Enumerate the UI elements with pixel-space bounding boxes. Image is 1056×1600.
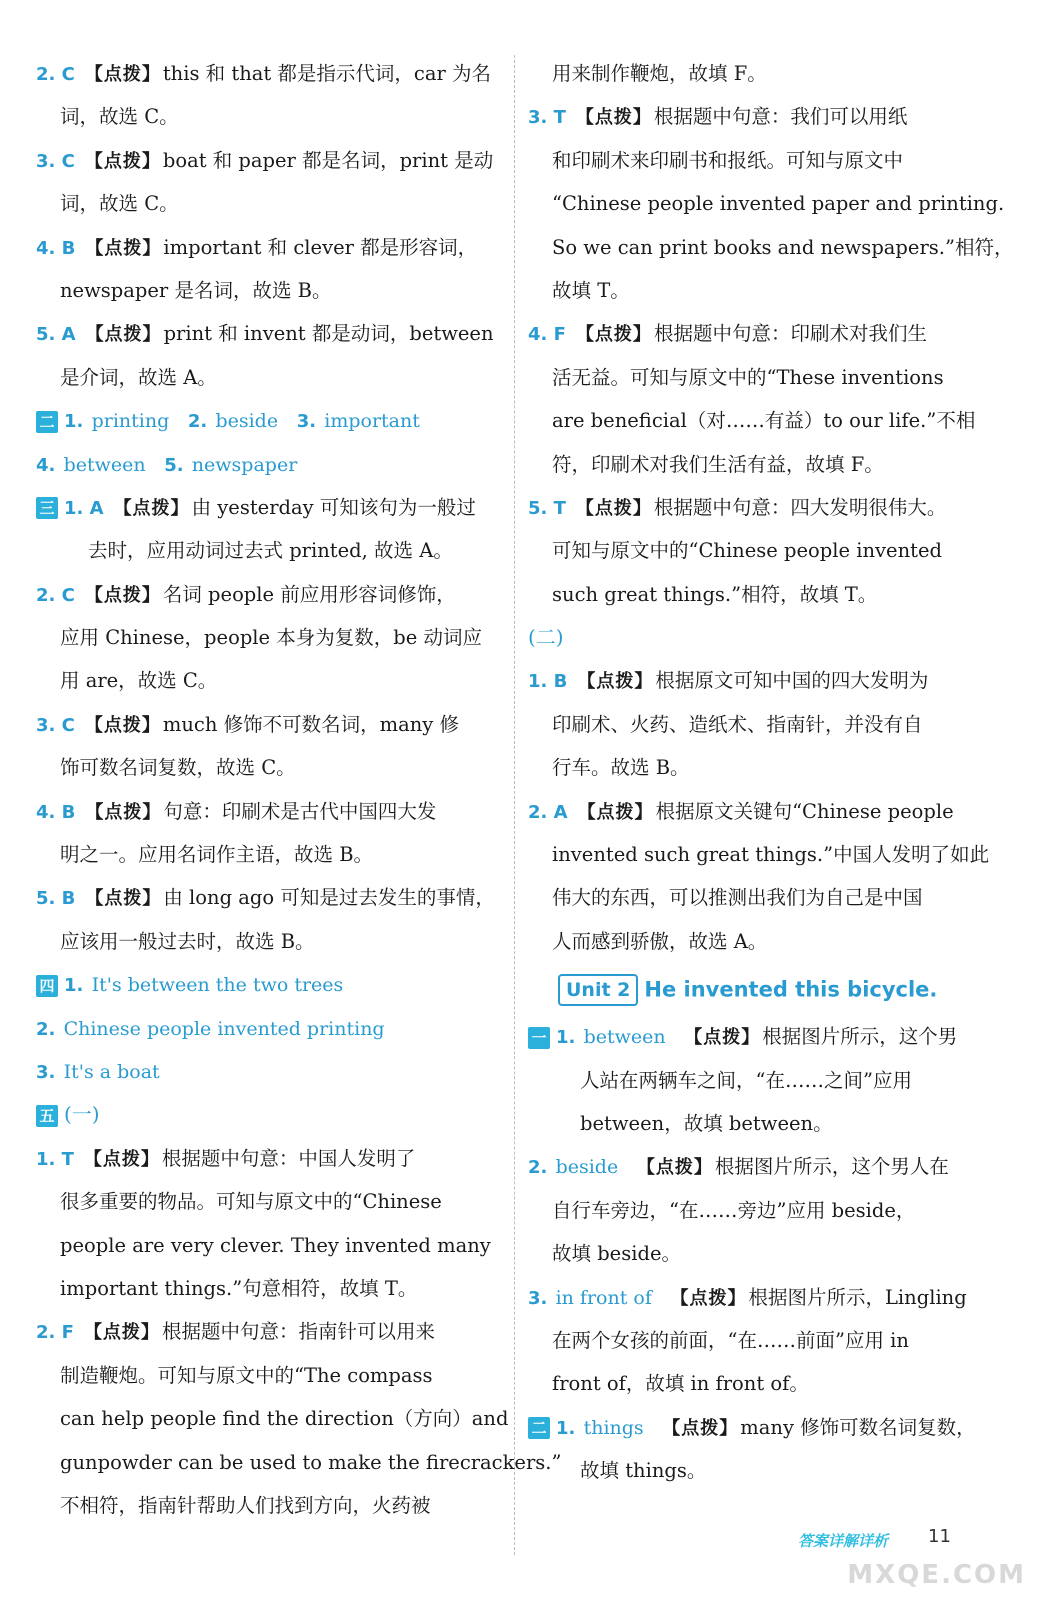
answer-line: 3. in front of 【点拨】 根据图片所示，Lingling	[528, 1285, 967, 1309]
answer-line: 是介词，故选 A。	[60, 365, 217, 389]
answer-line: 应该用一般过去时，故选 B。	[60, 929, 315, 953]
answer-line: 印刷术、火药、造纸术、指南针，并没有自	[552, 712, 923, 736]
unit-heading	[528, 963, 998, 1015]
answer-line: 人而感到骄傲，故选 A。	[552, 929, 768, 953]
right-column	[528, 52, 1014, 1493]
section-number-icon: 三	[36, 497, 58, 519]
answer-line: gunpowder can be used to make the firecrackers.”	[60, 1450, 562, 1474]
left-column	[36, 52, 562, 1527]
answer-line: invented such great things.”中国人发明了如此	[552, 843, 990, 867]
answer-line: 很多重要的物品。可知与原文中的“Chinese	[60, 1190, 442, 1214]
answer-line: 2. F 【点拨】 根据题中句意：指南针可以用来	[36, 1320, 435, 1344]
answer-line: people are very clever. They invented many	[60, 1233, 491, 1257]
answer-line: 制造鞭炮。可知与原文中的“The compass	[60, 1363, 433, 1387]
answer-line: 行车。故选 B。	[552, 756, 690, 780]
section-number-icon: 四	[36, 975, 58, 997]
answer-line: 故填 beside。	[552, 1242, 681, 1266]
section-2-answers: 4. between 5. newspaper	[36, 453, 298, 476]
answer-line: 人站在两辆车之间，“在……之间”应用	[580, 1068, 912, 1092]
answer-line: 二 1. things 【点拨】 many 修饰可数名词复数，	[528, 1406, 998, 1449]
answer-line: important things.”句意相符，故填 T。	[60, 1276, 418, 1300]
answer-line: 3. T 【点拨】 根据题中句意：我们可以用纸	[528, 105, 908, 129]
answer-line: 去时，应用动词过去式 printed, 故选 A。	[88, 539, 453, 563]
answer-line: 应用 Chinese，people 本身为复数，be 动词应	[60, 626, 483, 650]
answer-line: 2. C 【点拨】 this 和 that 都是指示代词，car 为名	[36, 62, 492, 85]
answer-line: 活无益。可知与原文中的“These inventions	[552, 365, 944, 389]
answer-line: 三 1. A 【点拨】 由 yesterday 可知该句为一般过	[36, 486, 506, 529]
answer-line: between，故填 between。	[580, 1111, 833, 1135]
answer-line: 用 are，故选 C。	[60, 669, 218, 693]
answer-line: 2. A 【点拨】 根据原文关键句“Chinese people	[528, 799, 954, 823]
section-2-answers: 二 1. printing 2. beside 3. important	[36, 399, 506, 442]
answer-line: 3. C 【点拨】 boat 和 paper 都是名词，print 是动	[36, 148, 494, 172]
section-4-answer: 四 1. It's between the two trees	[36, 963, 506, 1006]
answer-line: 不相符，指南针帮助人们找到方向，火药被	[60, 1493, 431, 1517]
answer-line: 明之一。应用名词作主语，故选 B。	[60, 843, 374, 867]
section-4-answer: 2. Chinese people invented printing	[36, 1017, 385, 1040]
footer-label: 答案详解详析	[798, 1532, 889, 1550]
column-divider	[514, 55, 515, 1555]
page-number: 11	[928, 1526, 951, 1547]
watermark: MXQE.COM	[847, 1560, 1026, 1590]
answer-line: 伟大的东西，可以推测出我们为自己是中国	[552, 886, 923, 910]
answer-line: 一 1. between 【点拨】 根据图片所示，这个男	[528, 1015, 998, 1058]
answer-line: can help people find the direction（方向）and	[60, 1407, 509, 1431]
answer-line: 饰可数名词复数，故选 C。	[60, 756, 296, 780]
answer-line: are beneficial（对……有益）to our life.”不相	[552, 409, 976, 433]
answer-line: 用来制作鞭炮，故填 F。	[552, 62, 767, 85]
answer-line: 2. beside 【点拨】 根据图片所示，这个男人在	[528, 1155, 949, 1179]
section-number-icon: 二	[528, 1417, 550, 1439]
answer-line: So we can print books and newspapers.”相符，	[552, 235, 1014, 259]
answer-line: 自行车旁边，“在……旁边”应用 beside，	[552, 1198, 916, 1222]
answer-line: 和印刷术来印刷书和报纸。可知与原文中	[552, 148, 904, 172]
answer-line: 可知与原文中的“Chinese people invented	[552, 539, 943, 563]
answer-line: 5. T 【点拨】 根据题中句意：四大发明很伟大。	[528, 495, 947, 519]
answer-line: 词，故选 C。	[60, 105, 179, 129]
answer-line: 符，印刷术对我们生活有益，故填 F。	[552, 452, 884, 476]
section-number-icon: 一	[528, 1027, 550, 1049]
answer-line: 1. T 【点拨】 根据题中句意：中国人发明了	[36, 1146, 416, 1170]
answer-line: 4. B 【点拨】 句意：印刷术是古代中国四大发	[36, 799, 437, 823]
answer-line: 4. B 【点拨】 important 和 clever 都是形容词，	[36, 235, 478, 259]
answer-line: 故填 T。	[552, 278, 630, 302]
unit-title: He invented this bicycle.	[644, 977, 938, 1002]
answer-line: 词，故选 C。	[60, 192, 179, 216]
answer-line: 5. B 【点拨】 由 long ago 可知是过去发生的事情，	[36, 886, 495, 910]
section-number-icon: 二	[36, 411, 58, 433]
answer-line: such great things.”相符，故填 T。	[552, 582, 878, 606]
answer-line: 3. C 【点拨】 much 修饰不可数名词，many 修	[36, 712, 459, 736]
subsection-heading: (二)	[528, 625, 564, 650]
answer-line: 在两个女孩的前面，“在……前面”应用 in	[552, 1328, 909, 1352]
answer-line: 1. B 【点拨】 根据原文可知中国的四大发明为	[528, 669, 929, 693]
section-number-icon: 五	[36, 1105, 58, 1127]
section-4-answer: 3. It's a boat	[36, 1060, 160, 1083]
section-5-heading: 五 (一)	[36, 1093, 506, 1136]
answer-line: “Chinese people invented paper and printing.	[552, 192, 1005, 216]
answer-line: front of，故填 in front of。	[552, 1372, 809, 1396]
answer-line: 4. F 【点拨】 根据题中句意：印刷术对我们生	[528, 322, 927, 346]
answer-line: 2. C 【点拨】 名词 people 前应用形容词修饰，	[36, 582, 456, 606]
answer-line: newspaper 是名词，故选 B。	[60, 278, 332, 302]
answer-line: 5. A 【点拨】 print 和 invent 都是动词，between	[36, 322, 494, 346]
unit-label: Unit 2	[558, 974, 638, 1006]
answer-line: 故填 things。	[580, 1459, 707, 1483]
